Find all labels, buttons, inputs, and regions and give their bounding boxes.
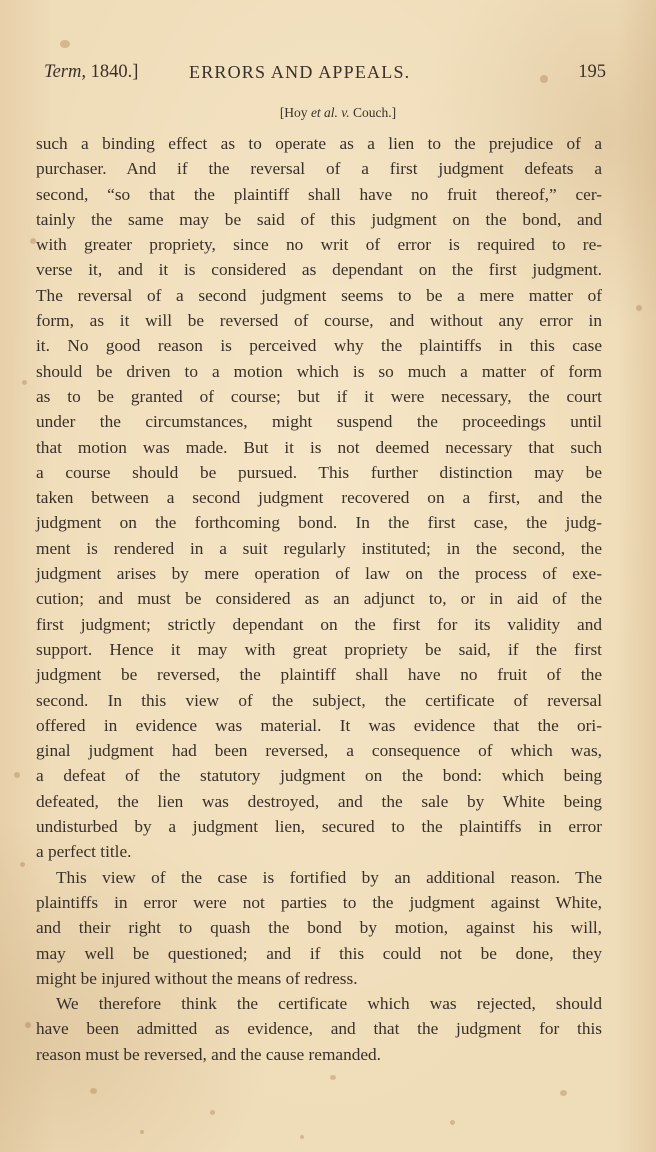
case-name-defendant: Couch.] — [349, 105, 397, 120]
text-line: ginal judgment had been reversed, a consequence of which was, — [36, 741, 602, 761]
paper-stain — [450, 1120, 455, 1125]
paper-stain — [636, 305, 642, 311]
text-line: ment is rendered in a suit regularly instituted; in the second, the — [36, 538, 602, 558]
body-text — [36, 131, 602, 1067]
text-line: a defeat of the statutory judgment on the bond: which being — [36, 766, 602, 786]
text-line: judgment on the forthcoming bond. In the first case, the judg- — [36, 513, 602, 533]
text-line: verse it, and it is considered as dependant on the first judgment. — [36, 260, 602, 280]
running-head — [44, 62, 604, 90]
paper-stain — [210, 1110, 215, 1115]
term-year: 1840.] — [90, 62, 139, 82]
text-line: judgment be reversed, the plaintiff shall have no fruit of the — [36, 665, 602, 685]
running-head-title: ERRORS AND APPEALS. — [189, 62, 411, 82]
text-line: The reversal of a second judgment seems to be a mere matter of — [36, 285, 602, 305]
paragraph-end-line: reason must be reversed, and the cause remanded. — [36, 1044, 382, 1064]
paper-stain — [140, 1130, 144, 1134]
paragraph-end-line: might be injured without the means of redress. — [36, 968, 358, 988]
text-line: tainly the same may be said of this judgment on the bond, and — [36, 209, 602, 229]
text-line: first judgment; strictly dependant on the first for its validity and — [36, 614, 602, 634]
paper-stain — [25, 1022, 31, 1028]
text-line: and their right to quash the bond by motion, against his will, — [36, 918, 602, 938]
text-line: as to be granted of course; but if it were necessary, the court — [36, 386, 602, 406]
paper-stain — [14, 772, 20, 778]
paper-stain — [330, 1075, 336, 1080]
paper-stain — [20, 862, 25, 867]
case-name-et-al: et al. v. — [310, 105, 350, 120]
text-line: it. No good reason is perceived why the plaintiffs in this case — [36, 336, 602, 356]
text-line: purchaser. And if the reversal of a first judgment defeats a — [36, 159, 602, 179]
paper-stain — [30, 238, 36, 244]
text-line: have been admitted as evidence, and that the judgment for this — [36, 1019, 602, 1039]
text-line: second. In this view of the subject, the certificate of reversal — [36, 690, 602, 710]
paragraph-start-line: This view of the case is fortified by an additional reason. The — [56, 867, 602, 887]
text-line: a course should be pursued. This further distinction may be — [36, 462, 602, 482]
paper-stain — [300, 1135, 304, 1139]
paragraph-end-line: a perfect title. — [36, 842, 132, 862]
text-line: second, “so that the plaintiff shall have no fruit thereof,” cer- — [36, 184, 602, 204]
paper-stain — [540, 75, 548, 83]
page-number: 195 — [578, 62, 606, 82]
text-line: with greater propriety, since no writ of error is required to re- — [36, 235, 602, 255]
text-line: that motion was made. But it is not deemed necessary that such — [36, 437, 602, 457]
paper-stain — [90, 1088, 97, 1094]
case-name — [0, 105, 656, 121]
paper-stain — [60, 40, 70, 48]
paper-stain — [22, 380, 27, 385]
text-line: undisturbed by a judgment lien, secured to the plaintiffs in error — [36, 817, 602, 837]
text-line: cution; and must be considered as an adjunct to, or in aid of the — [36, 589, 602, 609]
text-line: offered in evidence was material. It was evidence that the ori- — [36, 715, 602, 735]
text-line: should be driven to a motion which is so much a matter of form — [36, 361, 602, 381]
text-line: support. Hence it may with great propriety be said, if the first — [36, 639, 602, 659]
running-head-term — [44, 62, 138, 83]
case-name-plaintiff: [Hoy — [279, 105, 311, 120]
text-line: taken between a second judgment recovered on a first, and the — [36, 488, 602, 508]
text-line: under the circumstances, might suspend the proceedings until — [36, 412, 602, 432]
term-label: Term, — [44, 62, 86, 82]
text-line: form, as it will be reversed of course, and without any error in — [36, 311, 602, 331]
text-line: defeated, the lien was destroyed, and the sale by White being — [36, 791, 602, 811]
text-line: judgment arises by mere operation of law on the process of exe- — [36, 564, 602, 584]
text-line: may well be questioned; and if this could not be done, they — [36, 943, 602, 963]
text-line: such a binding effect as to operate as a lien to the prejudice of a — [36, 134, 602, 153]
text-line: plaintiffs in error were not parties to the judgment against White, — [36, 892, 602, 912]
paragraph-start-line: We therefore think the certificate which was rejected, should — [56, 994, 602, 1014]
paper-stain — [560, 1090, 567, 1096]
